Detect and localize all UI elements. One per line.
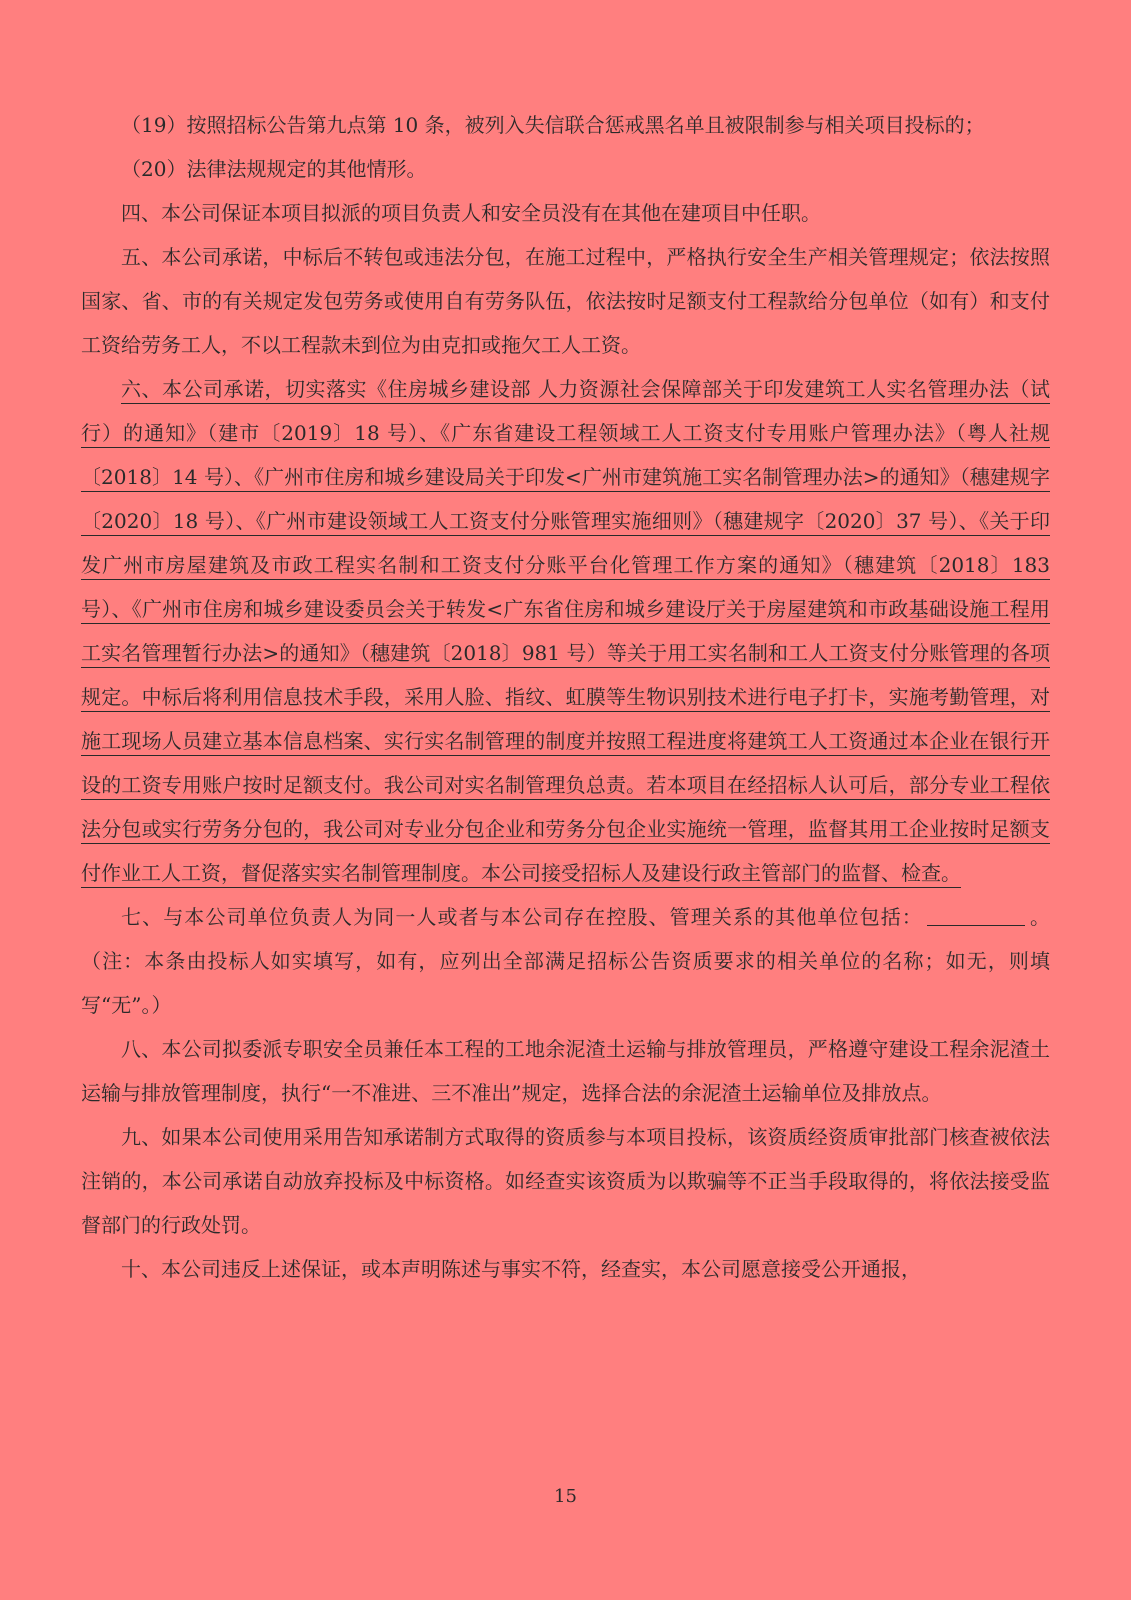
section-7-text-before: 七、与本公司单位负责人为同一人或者与本公司存在控股、管理关系的其他单位包括： — [121, 905, 923, 929]
page-number: 15 — [554, 1486, 577, 1507]
paragraph-section-10: 十、本公司违反上述保证，或本声明陈述与事实不符，经查实，本公司愿意接受公开通报， — [121, 1257, 921, 1281]
paragraph-section-6 — [81, 367, 1050, 895]
section-6-underlined-text: 六、本公司承诺，切实落实《住房城乡建设部 人力资源社会保障部关于印发建筑工人实名管理办法（试行）的通知》（建市〔2019〕18 号）、《广东省建设工程领域工人工资支付专用账户管理办法》（粤人社规〔2018〕14 号）、《广州市住房和城乡建设局关于印发<广州市建筑施工实名制管理办法>的通知》（穗建规字〔2020〕18 号）、《广州市建设领域工人工资支付分账管理实施细则》（穗建规字〔2020〕37 号）、《关于印发广州市房屋建筑及市政工程实名制和工资支付分账平台化管理工作方案的通知》（穗建筑〔2018〕183 号）、《广州市住房和城乡建设委员会关于转发<广东省住房和城乡建设厅关于房屋建筑和市政基础设施工程用工实名管理暂行办法>的通知》（穗建筑〔2018〕981 号）等关于用工实名制和工人工资支付分账管理的各项规定。中标后将利用信息技术手段，采用人脸、指纹、虹膜等生物识别技术进行电子打卡，实施考勤管理，对施工现场人员建立基本信息档案、实行实名制管理的制度并按照工程进度将建筑工人工资通过本企业在银行开设的工资专用账户按时足额支付。我公司对实名制管理负总责。若本项目在经招标人认可后，部分专业工程依法分包或实行劳务分包的，我公司对专业分包企业和劳务分包企业实施统一管理，监督其用工企业按时足额支付作业工人工资，督促落实实名制管理制度。本公司接受招标人及建设行政主管部门的监督、检查。 — [81, 377, 1050, 885]
paragraph-section-5: 五、本公司承诺，中标后不转包或违法分包，在施工过程中，严格执行安全生产相关管理规定；依法按照国家、省、市的有关规定发包劳务或使用自有劳务队伍，依法按时足额支付工程款给分包单位（如有）和支付工资给劳务工人，不以工程款未到位为由克扣或拖欠工人工资。 — [81, 245, 1050, 357]
document-body — [81, 103, 1050, 1291]
paragraph-section-7 — [81, 895, 1050, 1027]
paragraph-section-8: 八、本公司拟委派专职安全员兼任本工程的工地余泥渣土运输与排放管理员，严格遵守建设工程余泥渣土运输与排放管理制度，执行“一不准进、三不准出”规定，选择合法的余泥渣土运输单位及排放点。 — [81, 1037, 1050, 1105]
paragraph-section-9: 九、如果本公司使用采用告知承诺制方式取得的资质参与本项目投标，该资质经资质审批部门核查被依法注销的，本公司承诺自动放弃投标及中标资格。如经查实该资质为以欺骗等不正当手段取得的，将依法接受监督部门的行政处罚。 — [81, 1125, 1050, 1237]
paragraph-item-19: （19）按照招标公告第九点第 10 条，被列入失信联合惩戒黑名单且被限制参与相关项目投标的； — [121, 113, 985, 137]
fill-in-blank — [927, 905, 1025, 926]
paragraph-item-20: （20）法律法规规定的其他情形。 — [121, 157, 427, 181]
paragraph-section-4: 四、本公司保证本项目拟派的项目负责人和安全员没有在其他在建项目中任职。 — [121, 201, 821, 225]
section-7-text-after: 。（注：本条由投标人如实填写，如有，应列出全部满足招标公告资质要求的相关单位的名称；如无，则填写“无”。） — [81, 905, 1051, 1017]
